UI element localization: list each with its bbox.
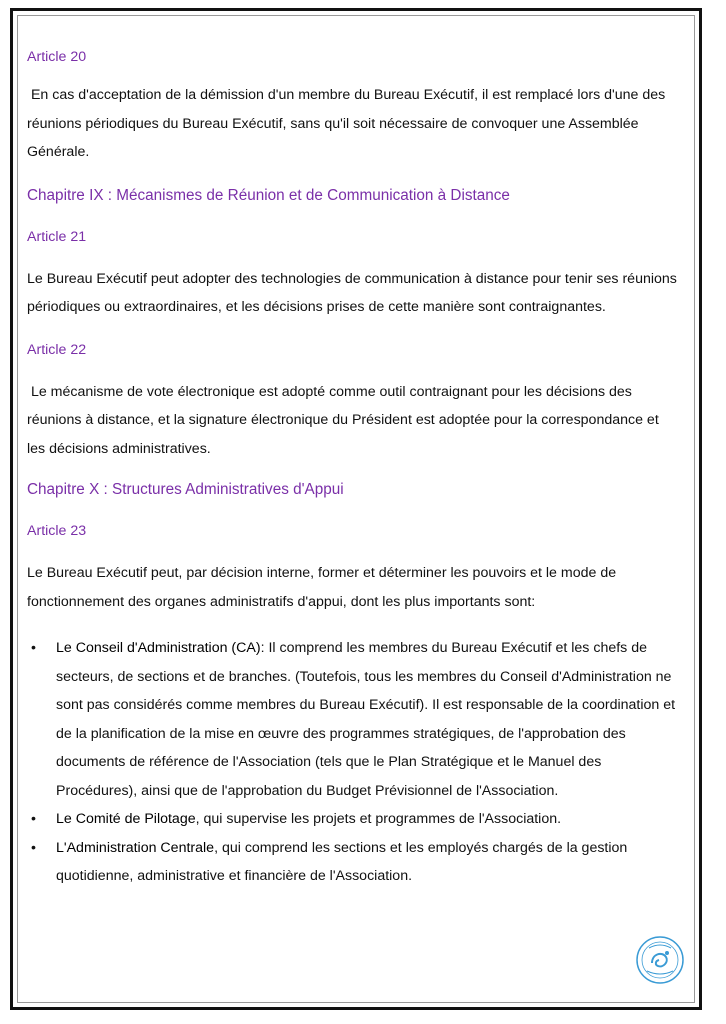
article-20-heading: Article 20 <box>27 49 87 65</box>
article-21-heading: Article 21 <box>27 228 87 245</box>
list-item <box>27 805 677 834</box>
article-21-text: Le Bureau Exécutif peut adopter des technologies de communication à distance pour tenir ses réunions périodiques ou extraordinaires, et les décisions prises de cette manière sont contraignantes. <box>27 270 677 315</box>
article-22-text: Le mécanisme de vote électronique est adopté comme outil contraignant pour les décisions des réunions à distance, et la signature électronique du Président est adoptée pour la correspondance et les décisions administratives. <box>27 383 663 457</box>
article-23-text: Le Bureau Exécutif peut, par décision interne, former et déterminer les pouvoirs et le mode de fonctionnement des organes administratifs d'appui, dont les plus importants sont: <box>27 565 617 610</box>
article-20-text: En cas d'acceptation de la démission d'un membre du Bureau Exécutif, il est remplacé lors d'une des réunions périodiques du Bureau Exécutif, sans qu'il soit nécessaire de convoquer une Assemblée Générale. <box>27 87 670 160</box>
bullet-icon: • <box>31 839 36 856</box>
association-seal-logo-icon <box>635 935 685 985</box>
article-23-heading: Article 23 <box>27 523 87 539</box>
list-item-term: Le Conseil d'Administration (CA) <box>56 640 261 656</box>
list-item-desc: , qui supervise les projets et programmes de l'Association. <box>195 811 562 827</box>
bullet-icon: • <box>31 640 36 656</box>
list-item-term: Le Comité de Pilotage <box>56 811 196 827</box>
document-body <box>27 47 677 891</box>
bullet-icon: • <box>31 811 36 827</box>
list-item <box>27 634 677 805</box>
page-frame <box>10 8 702 1010</box>
chapter-10-heading: Chapitre X : Structures Administratives d'Appui <box>27 481 344 498</box>
list-item-desc: : Il comprend les membres du Bureau Exécutif et les chefs de secteurs, de sections et de branches. (Toutefois, tous les membres du Conseil d'Administration ne sont pas considérés comme membres du Bureau Exécutif). Il est responsable de la coordination et de la planification de la mise en œuvre des programmes stratégiques, de l'approbation des documents de référence de l'Association (tels que le Plan Stratégique et le Manuel des Procédures), ainsi que de l'approbation du Budget Prévisionnel de l'Association. <box>56 640 676 799</box>
chapter-9-heading: Chapitre IX : Mécanismes de Réunion et de Communication à Distance <box>27 186 510 204</box>
list-item-desc: , qui comprend les sections et les employés chargés de la gestion quotidienne, administrative et financière de l'Association. <box>56 839 628 884</box>
list-item <box>27 834 677 891</box>
list-item-term: L'Administration Centrale <box>56 839 215 856</box>
support-bodies-list <box>27 634 677 891</box>
article-22-heading: Article 22 <box>27 341 87 358</box>
